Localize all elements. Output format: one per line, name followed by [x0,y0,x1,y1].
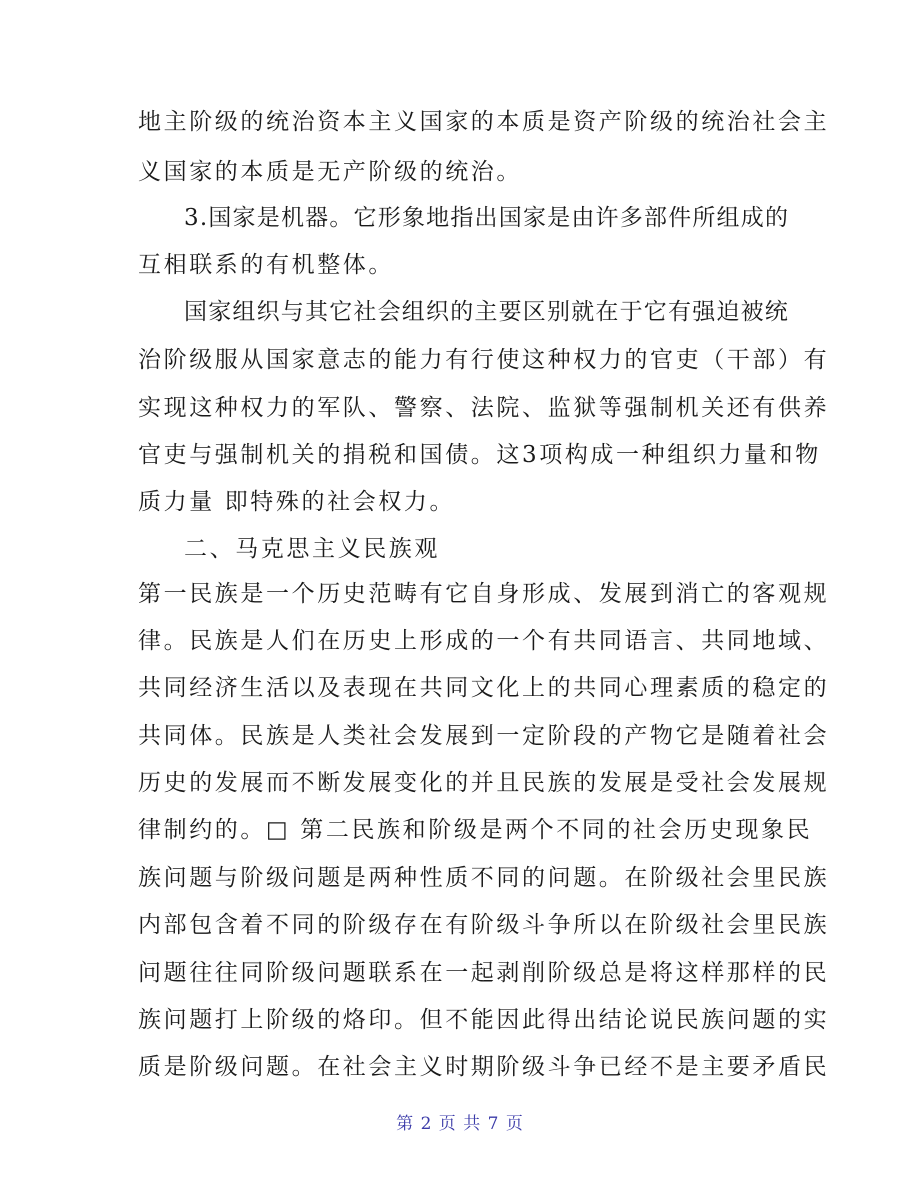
text-line: 互相联系的有机整体。 [138,252,394,278]
text-line: 族问题与阶级问题是两种性质不同的问题。在阶级社会里民族 [138,865,830,891]
text-line: 国家组织与其它社会组织的主要区别就在于它有强迫被统 [184,299,789,325]
text-line: 治阶级服从国家意志的能力有行使这种权力的官吏（干部）有 [138,347,830,373]
text-line: 内部包含着不同的阶级存在有阶级斗争所以在阶级社会里民族 [138,912,830,938]
text-line: 律制约的。□ 第二民族和阶级是两个不同的社会历史现象民 [138,817,813,843]
text-line: 实现这种权力的军队、警察、法院、监狱等强制机关还有供养 [138,395,830,421]
text-line: 问题往往同阶级问题联系在一起剥削阶级总是将这样那样的民 [138,960,830,986]
text-line: 义国家的本质是无产阶级的统治。 [138,159,522,185]
text-line: 地主阶级的统治资本主义国家的本质是资产阶级的统治社会主 [138,109,830,135]
text-line: 族问题打上阶级的烙印。但不能因此得出结论说民族问题的实 [138,1007,830,1033]
page-number-footer: 第 2 页 共 7 页 [396,1114,524,1134]
text-line: 第一民族是一个历史范畴有它自身形成、发展到消亡的客观规 [138,581,830,607]
text-line: 质是阶级问题。在社会主义时期阶级斗争已经不是主要矛盾民 [138,1054,830,1080]
text-line: 历史的发展而不断发展变化的并且民族的发展是受社会发展规 [138,770,830,796]
text-line: 3.国家是机器。它形象地指出国家是由许多部件所组成的 [184,205,790,231]
text-line: 共同体。民族是人类社会发展到一定阶段的产物它是随着社会 [138,723,830,749]
text-line: 律。民族是人们在历史上形成的一个有共同语言、共同地域、 [138,628,830,654]
text-line: 质力量 即特殊的社会权力。 [138,489,456,515]
text-line: 共同经济生活以及表现在共同文化上的共同心理素质的稳定的 [138,675,830,701]
section-heading: 二、马克思主义民族观 [184,536,440,562]
text-line: 官吏与强制机关的捐税和国债。这3项构成一种组织力量和物 [138,442,821,468]
